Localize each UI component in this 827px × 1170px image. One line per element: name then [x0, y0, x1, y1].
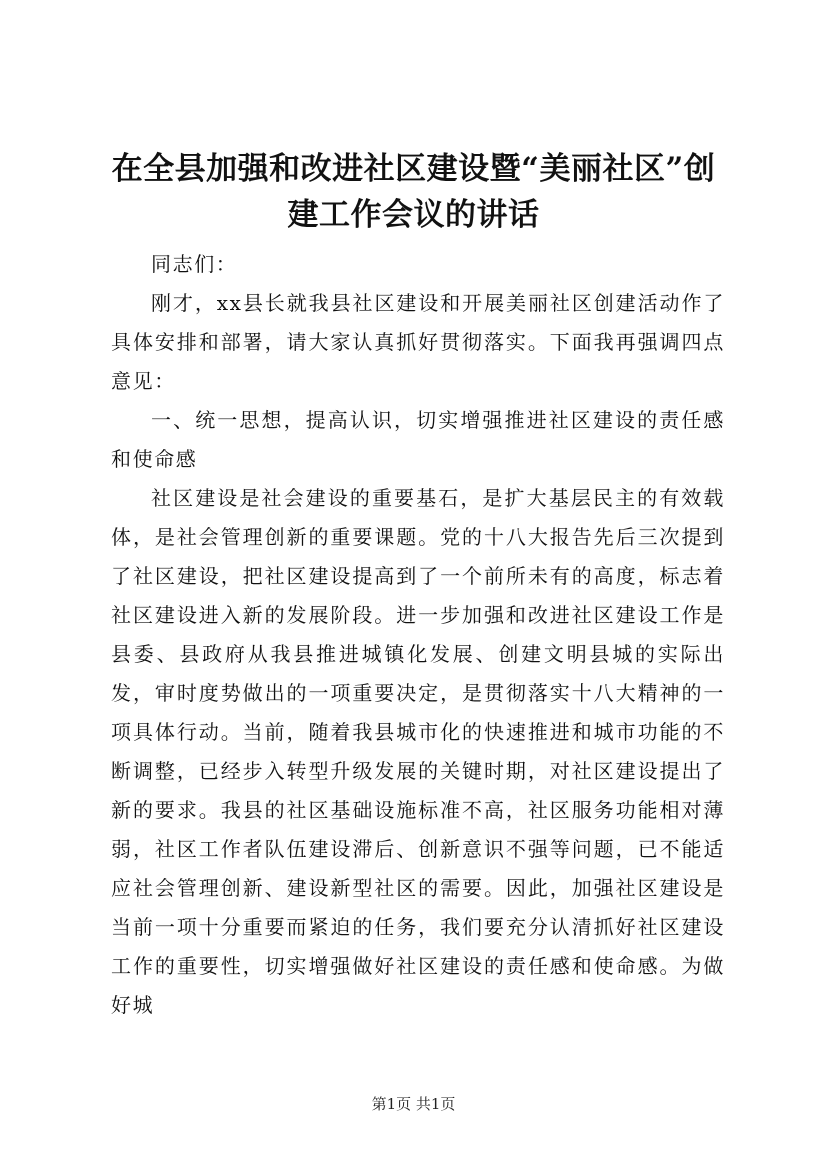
- salutation-paragraph: 同志们：: [151, 252, 238, 276]
- document-title: 在全县加强和改进社区建设暨“美丽社区”创建工作会议的讲话: [111, 151, 716, 233]
- page-footer: 第1页 共1页: [371, 1095, 456, 1113]
- intro-paragraph: 刚才，xx县长就我县社区建设和开展美丽社区创建活动作了具体安排和部署，请大家认真抓好贯彻落实。下面我再强调四点意见：: [111, 291, 725, 393]
- document-body: [111, 245, 725, 1025]
- body-paragraph: 社区建设是社会建设的重要基石，是扩大基层民主的有效载体，是社会管理创新的重要课题。党的十八大报告先后三次提到了社区建设，把社区建设提高到了一个前所未有的高度，标志着社区建设进入新的发展阶段。进一步加强和改进社区建设工作是县委、县政府从我县推进城镇化发展、创建文明县城的实际出发，审时度势做出的一项重要决定，是贯彻落实十八大精神的一项具体行动。当前，随着我县城市化的快速推进和城市功能的不断调整，已经步入转型升级发展的关键时期，对社区建设提出了新的要求。我县的社区基础设施标准不高，社区服务功能相对薄弱，社区工作者队伍建设滞后、创新意识不强等问题，已不能适应社会管理创新、建设新型社区的需要。因此，加强社区建设是当前一项十分重要而紧迫的任务，我们要充分认清抓好社区建设工作的重要性，切实增强做好社区建设的责任感和使命感。为做好城: [111, 486, 725, 1017]
- section-heading-1: 一、统一思想，提高认识，切实增强推进社区建设的责任感和使命感: [111, 408, 725, 471]
